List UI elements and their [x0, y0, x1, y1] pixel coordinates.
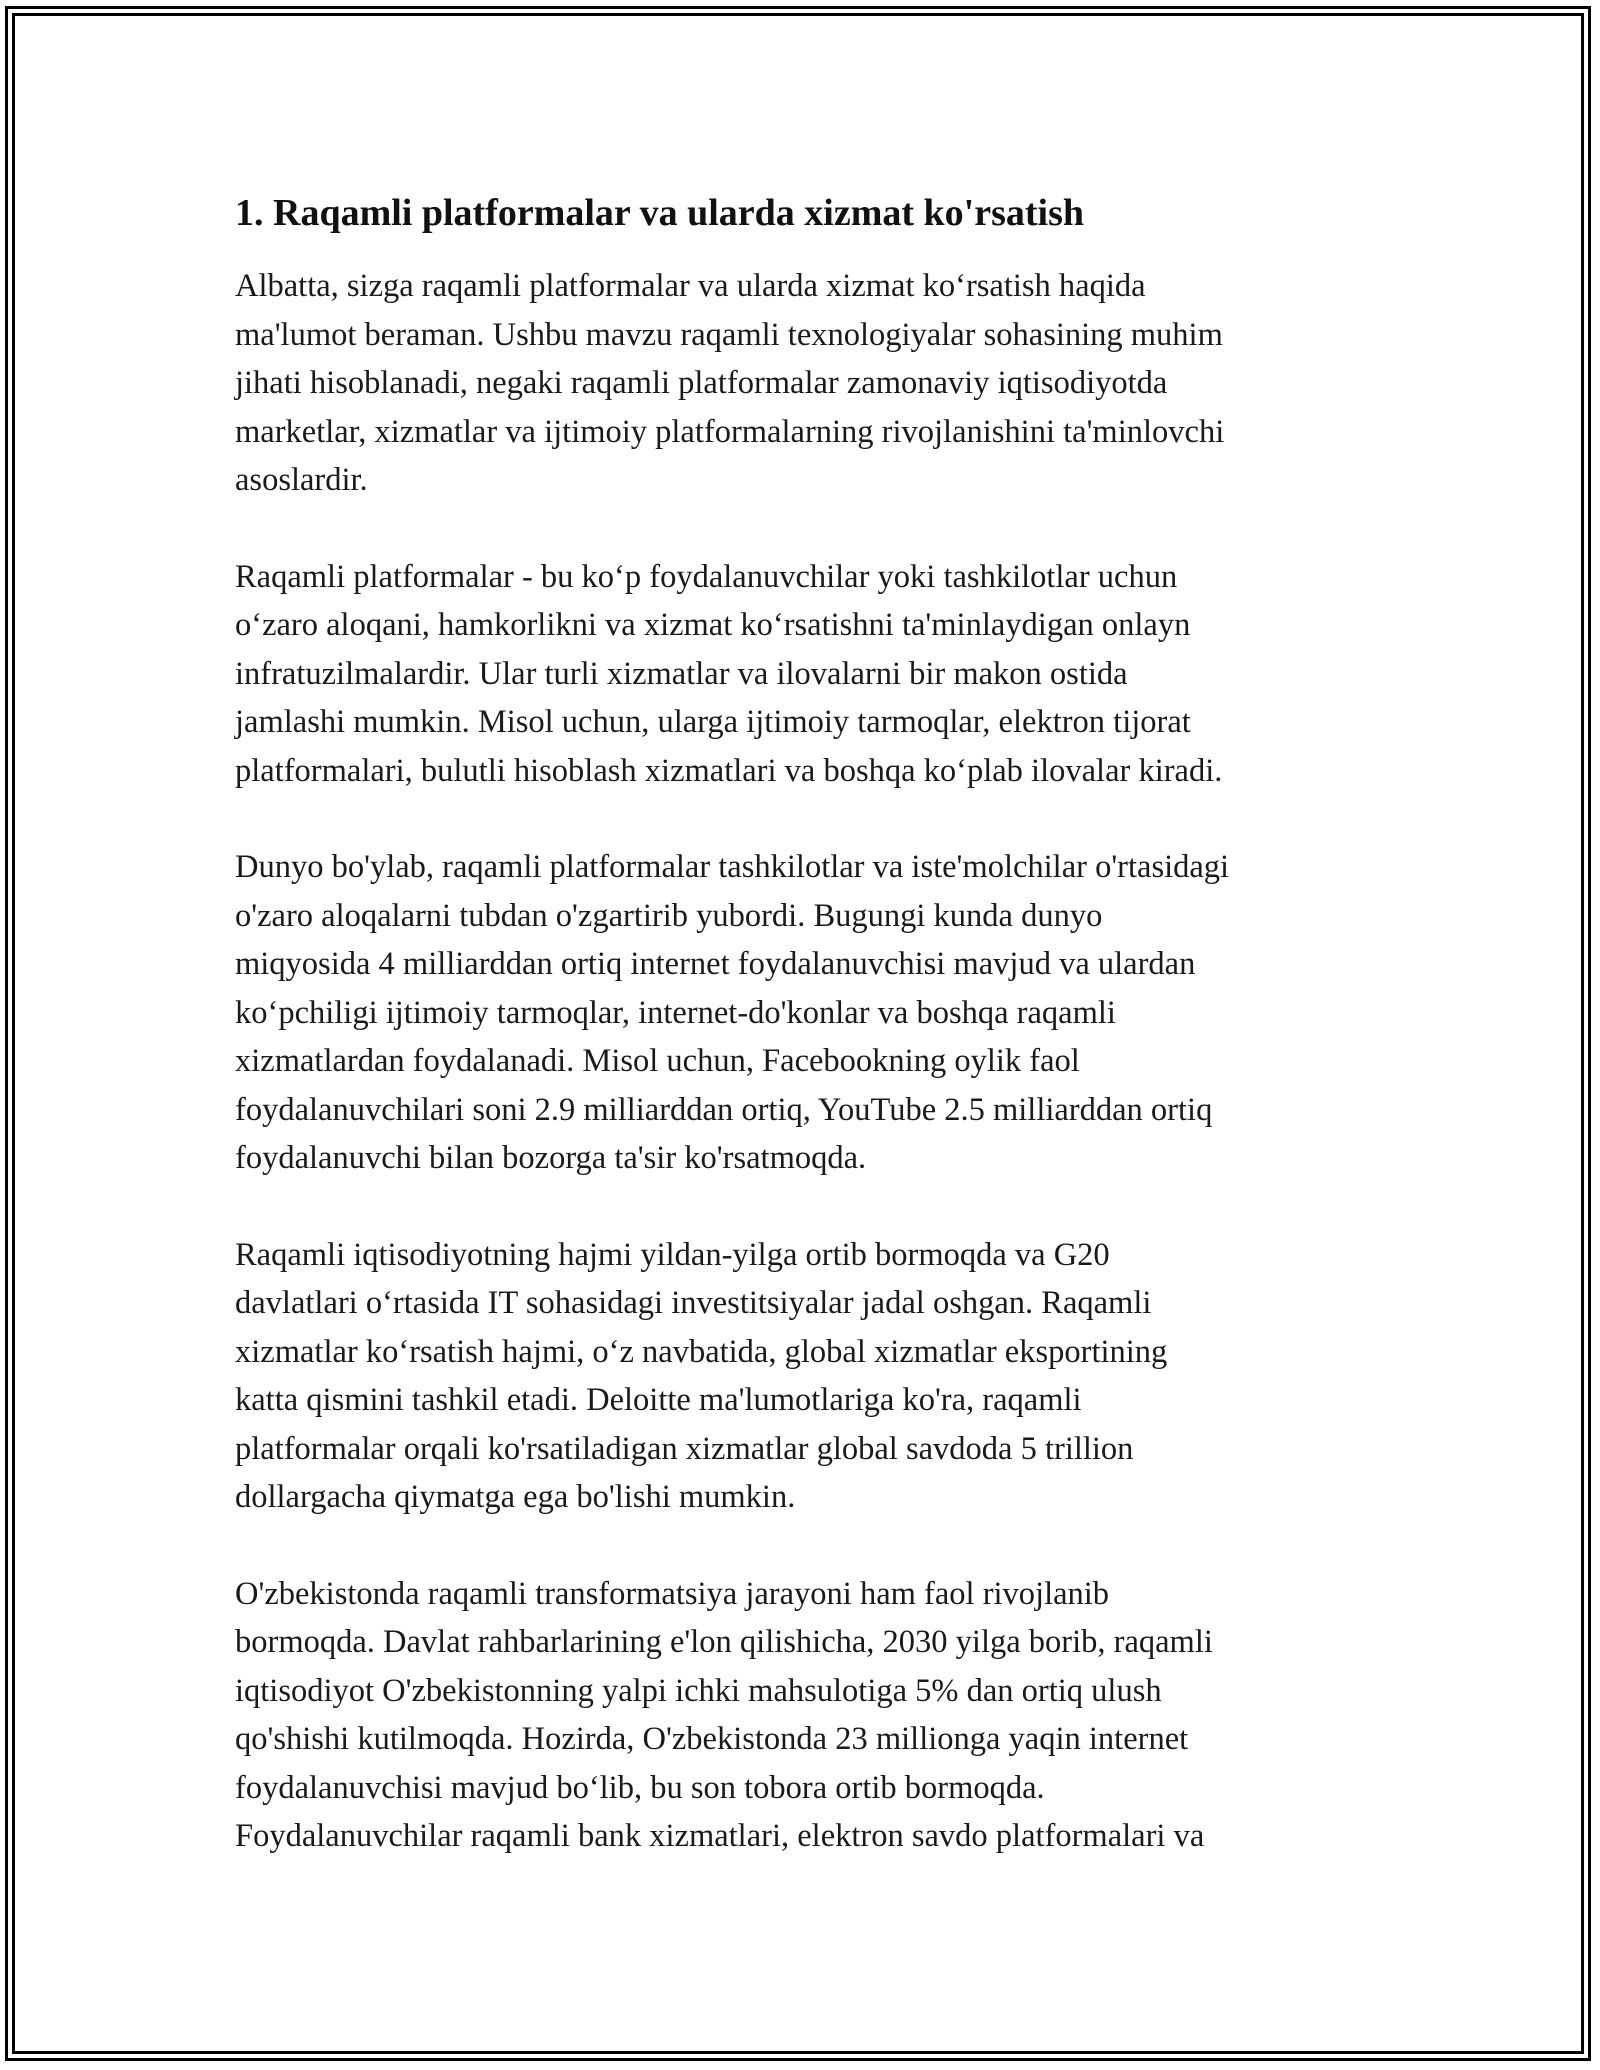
paragraph-line: marketlar, xizmatlar va ijtimoiy platformalarning rivojlanishini ta'minlovchi: [235, 413, 1225, 450]
paragraph-line: bormoqda. Davlat rahbarlarining e'lon qilishicha, 2030 yilga borib, raqamli: [235, 1624, 1213, 1660]
paragraph-line: infratuzilmalardir. Ular turli xizmatlar va ilovalarni bir makon ostida: [235, 655, 1128, 692]
paragraph-line: Dunyo bo'ylab, raqamli platformalar tashkilotlar va iste'molchilar o'rtasidagi: [235, 849, 1230, 885]
paragraph-line: Albatta, sizga raqamli platformalar va ularda xizmat koʻrsatish haqida: [235, 268, 1146, 304]
paragraph-line: foydalanuvchilari soni 2.9 milliarddan ortiq, YouTube 2.5 milliarddan ortiq: [235, 1091, 1213, 1128]
paragraph-line: xizmatlardan foydalanadi. Misol uchun, Facebookning oylik faol: [235, 1043, 1080, 1079]
document-body: [235, 188, 1365, 1909]
paragraph-line: miqyosida 4 milliarddan ortiq internet foydalanuvchisi mavjud va ulardan: [235, 946, 1196, 982]
paragraph-line: foydalanuvchi bilan bozorga ta'sir ko'rsatmoqda.: [235, 1140, 867, 1176]
section-heading: 1. Raqamli platformalar va ularda xizmat ko'rsatish: [235, 192, 1085, 234]
paragraph-intro: [235, 262, 1365, 505]
paragraph-line: ma'lumot beraman. Ushbu mavzu raqamli texnologiyalar sohasining muhim: [235, 316, 1223, 353]
paragraph-line: Foydalanuvchilar raqamli bank xizmatlari, elektron savdo platformalari va: [235, 1818, 1205, 1854]
paragraph-line: platformalari, bulutli hisoblash xizmatlari va boshqa koʻplab ilovalar kiradi.: [235, 752, 1223, 789]
paragraph-line: iqtisodiyot O'zbekistonning yalpi ichki mahsulotiga 5% dan ortiq ulush: [235, 1672, 1162, 1709]
paragraph-line: oʻzaro aloqani, hamkorlikni va xizmat koʻrsatishni ta'minlaydigan onlayn: [235, 607, 1191, 643]
paragraph-line: katta qismini tashkil etadi. Deloitte ma'lumotlariga ko'ra, raqamli: [235, 1382, 1082, 1418]
paragraph-uzbekistan: [235, 1570, 1365, 1861]
paragraph-definition: [235, 553, 1365, 796]
paragraph-line: qo'shishi kutilmoqda. Hozirda, O'zbekistonda 23 millionga yaqin internet: [235, 1721, 1189, 1757]
paragraph-line: platformalar orqali ko'rsatiladigan xizmatlar global savdoda 5 trillion: [235, 1430, 1134, 1467]
paragraph-line: Raqamli platformalar - bu koʻp foydalanuvchilar yoki tashkilotlar uchun: [235, 558, 1178, 595]
paragraph-line: koʻpchiligi ijtimoiy tarmoqlar, internet-do'konlar va boshqa raqamli: [235, 994, 1116, 1031]
paragraph-line: davlatlari oʻrtasida IT sohasidagi investitsiyalar jadal oshgan. Raqamli: [235, 1285, 1152, 1321]
paragraph-line: dollargacha qiymatga ega bo'lishi mumkin.: [235, 1479, 796, 1515]
paragraph-line: asoslardir.: [235, 462, 368, 498]
paragraph-digital-economy: [235, 1231, 1365, 1522]
paragraph-line: jamlashi mumkin. Misol uchun, ularga ijtimoiy tarmoqlar, elektron tijorat: [235, 704, 1191, 740]
paragraph-global-usage: [235, 843, 1365, 1183]
paragraph-line: o'zaro aloqalarni tubdan o'zgartirib yubordi. Bugungi kunda dunyo: [235, 897, 1103, 934]
paragraph-line: O'zbekistonda raqamli transformatsiya jarayoni ham faol rivojlanib: [235, 1575, 1110, 1612]
paragraph-line: foydalanuvchisi mavjud boʻlib, bu son tobora ortib bormoqda.: [235, 1769, 1045, 1806]
paragraph-line: xizmatlar koʻrsatish hajmi, oʻz navbatida, global xizmatlar eksportining: [235, 1333, 1168, 1370]
paragraph-line: jihati hisoblanadi, negaki raqamli platformalar zamonaviy iqtisodiyotda: [235, 365, 1168, 401]
paragraph-line: Raqamli iqtisodiyotning hajmi yildan-yilga ortib bormoqda va G20: [235, 1236, 1110, 1273]
